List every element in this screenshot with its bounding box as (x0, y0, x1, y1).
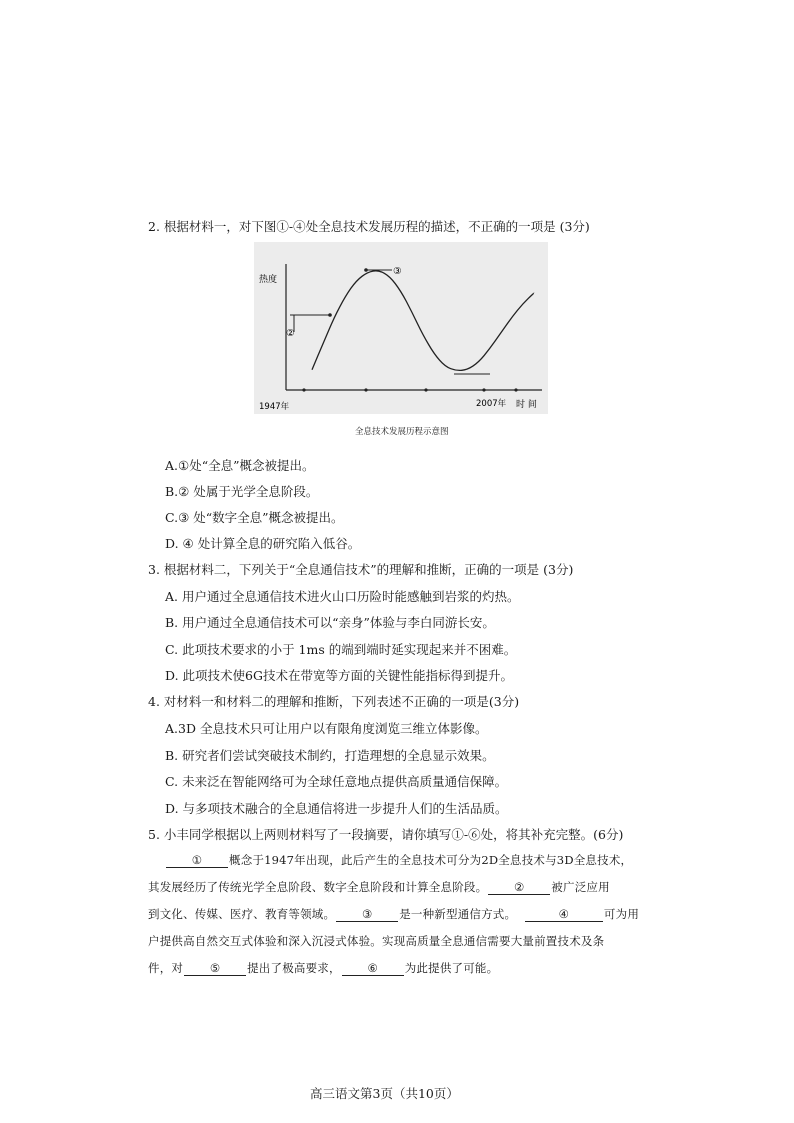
q5-line-3-text-a: 到文化、传媒、医疗、教育等领域。 (148, 907, 336, 921)
q2-stem: 2. 根据材料一，对下图①-④处全息技术发展历程的描述，不正确的一项是 (3分) (148, 219, 590, 234)
q4-option-d: D. 与多项技术融合的全息通信将进一步提升人们的生活品质。 (165, 801, 508, 816)
q4-option-c: C. 未来泛在智能网络可为全球任意地点提供高质量通信保障。 (165, 774, 508, 789)
q5-line-2-text-a: 其发展经历了传统光学全息阶段、数字全息阶段和计算全息阶段。 (148, 880, 488, 894)
q5-line-5 (148, 960, 498, 976)
q5-line-3-text-b: 是一种新型通信方式。 (399, 907, 517, 921)
blank-2[interactable]: ② (488, 880, 550, 895)
q5-line-3-text-c: 可为用 (603, 907, 640, 921)
q5-line-1-text: 概念于1947年出现，此后产生的全息技术可分为2D全息技术与3D全息技术， (229, 853, 633, 867)
q5-stem: 5. 小丰同学根据以上两则材料写了一段摘要，请你填写①-⑥处，将其补充完整。(6分) (148, 827, 624, 842)
q3-option-a: A. 用户通过全息通信技术进火山口历险时能感触到岩浆的灼热。 (165, 589, 520, 604)
marker-3-label: ③ (393, 266, 402, 277)
blank-5[interactable]: ⑤ (184, 961, 246, 976)
q4-stem: 4. 对材料一和材料二的理解和推断，下列表述不正确的一项是(3分) (148, 694, 520, 709)
x-axis-label: 时 间 (516, 400, 537, 410)
q5-line-5-text-c: 为此提供了可能。 (404, 961, 499, 975)
q2-option-d: D. ④ 处计算全息的研究陷入低谷。 (165, 536, 361, 551)
q5-line-2-text-b: 被广泛应用 (551, 880, 610, 894)
blank-6[interactable]: ⑥ (342, 961, 404, 976)
page-footer: 高三语文第3页（共10页） (310, 1086, 459, 1101)
q2-option-b: B.② 处属于光学全息阶段。 (165, 484, 319, 499)
marker-2-label: ② (286, 328, 295, 339)
figure-caption: 全息技术发展历程示意图 (355, 427, 449, 437)
q5-line-1 (165, 852, 632, 868)
q2-option-a: A.①处“全息”概念被提出。 (165, 458, 315, 473)
y-axis-label: 热度 (259, 275, 278, 285)
marker-2-dot (328, 313, 332, 317)
x-axis-tick-1 (302, 388, 305, 391)
x-axis-tick-4 (482, 388, 485, 391)
blank-1[interactable]: ① (166, 853, 228, 868)
q4-option-a: A.3D 全息技术只可让用户以有限角度浏览三维立体影像。 (165, 721, 488, 736)
q3-option-d: D. 此项技术使6G技术在带宽等方面的关键性能指标得到提升。 (165, 668, 513, 683)
q3-option-c: C. 此项技术要求的小于 1ms 的端到端时延实现起来并不困难。 (165, 642, 517, 657)
q5-line-2 (148, 879, 610, 895)
q5-line-5-text-a: 件，对 (148, 961, 184, 975)
q3-option-b: B. 用户通过全息通信技术可以“亲身”体验与李白同游长安。 (165, 615, 495, 630)
q4-option-b: B. 研究者们尝试突破技术制约，打造理想的全息显示效果。 (165, 748, 495, 763)
q2-option-c: C.③ 处“数字全息”概念被提出。 (165, 510, 344, 525)
blank-3[interactable]: ③ (336, 907, 398, 922)
q3-stem: 3. 根据材料二，下列关于“全息通信技术”的理解和推断，正确的一项是 (3分) (148, 562, 574, 577)
blank-4[interactable]: ④ (525, 907, 603, 922)
x-tick-label-1947: 1947年 (259, 402, 290, 412)
x-tick-label-2007: 2007年 (476, 399, 507, 409)
q5-line-4: 户提供高自然交互式体验和深入沉浸式体验。实现高质量全息通信需要大量前置技术及条 (148, 934, 605, 948)
x-axis-tick-5 (514, 388, 517, 391)
q5-line-3 (148, 906, 639, 922)
x-axis-tick-3 (424, 388, 427, 391)
figure-chart (254, 242, 548, 414)
marker-3-dot (364, 268, 368, 272)
q5-line-5-text-b: 提出了极高要求， (247, 961, 341, 975)
x-axis-tick-2 (364, 388, 367, 391)
chart-svg (254, 242, 548, 414)
